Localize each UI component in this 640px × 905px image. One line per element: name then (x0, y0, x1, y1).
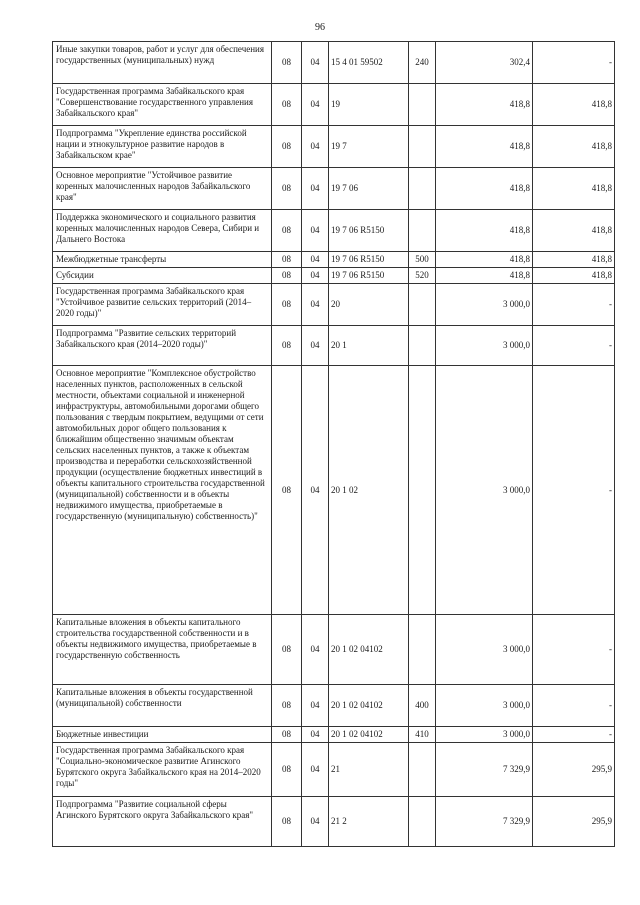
row-expense-type: 500 (409, 252, 436, 268)
row-section: 08 (272, 268, 302, 284)
row-name: Поддержка экономического и социального развития коренных малочисленных народов Севера, Сибири и Дальнего Востока (53, 210, 272, 252)
row-target-article: 20 1 02 04102 (329, 615, 409, 685)
table-row (53, 615, 615, 685)
row-section: 08 (272, 615, 302, 685)
row-amount-1: 418,8 (436, 84, 533, 126)
table-row (53, 84, 615, 126)
row-amount-1: 418,8 (436, 168, 533, 210)
row-name: Подпрограмма "Развитие сельских территорий Забайкальского края (2014–2020 годы)" (53, 326, 272, 366)
row-target-article: 15 4 01 59502 (329, 42, 409, 84)
row-amount-1: 3 000,0 (436, 284, 533, 326)
row-section: 08 (272, 126, 302, 168)
row-subsection: 04 (302, 685, 329, 727)
row-subsection: 04 (302, 252, 329, 268)
row-section: 08 (272, 685, 302, 727)
row-subsection: 04 (302, 727, 329, 743)
row-section: 08 (272, 366, 302, 615)
row-target-article: 20 1 (329, 326, 409, 366)
row-name: Подпрограмма "Развитие социальной сферы Агинского Бурятского округа Забайкальского края" (53, 797, 272, 847)
row-section: 08 (272, 252, 302, 268)
row-amount-1: 302,4 (436, 42, 533, 84)
budget-table (52, 41, 615, 847)
row-section: 08 (272, 727, 302, 743)
row-amount-2: 418,8 (533, 168, 615, 210)
table-row (53, 727, 615, 743)
row-subsection: 04 (302, 797, 329, 847)
row-amount-1: 7 329,9 (436, 797, 533, 847)
row-expense-type: 400 (409, 685, 436, 727)
row-section: 08 (272, 797, 302, 847)
row-amount-2: 418,8 (533, 84, 615, 126)
row-expense-type (409, 168, 436, 210)
table-row (53, 168, 615, 210)
row-target-article: 19 (329, 84, 409, 126)
row-expense-type: 520 (409, 268, 436, 284)
row-target-article: 20 1 02 04102 (329, 727, 409, 743)
row-amount-2: 295,9 (533, 743, 615, 797)
table-row (53, 284, 615, 326)
row-name: Иные закупки товаров, работ и услуг для обеспечения государственных (муниципальных) нужд (53, 42, 272, 84)
row-amount-2: - (533, 42, 615, 84)
row-amount-2: 418,8 (533, 268, 615, 284)
row-amount-2: 418,8 (533, 252, 615, 268)
row-section: 08 (272, 84, 302, 126)
row-name: Подпрограмма "Укрепление единства российской нации и этнокультурное развитие народов в Забайкальском крае" (53, 126, 272, 168)
row-target-article: 19 7 06 (329, 168, 409, 210)
row-amount-1: 418,8 (436, 126, 533, 168)
row-expense-type: 240 (409, 42, 436, 84)
row-section: 08 (272, 42, 302, 84)
row-amount-1: 3 000,0 (436, 685, 533, 727)
row-expense-type (409, 210, 436, 252)
row-section: 08 (272, 168, 302, 210)
row-subsection: 04 (302, 615, 329, 685)
row-name: Капитальные вложения в объекты капитального строительства государственной собственности и в объекты недвижимого имущества, приобретаемые в государственную собственность (53, 615, 272, 685)
row-target-article: 20 1 02 (329, 366, 409, 615)
row-expense-type (409, 615, 436, 685)
row-expense-type (409, 326, 436, 366)
row-section: 08 (272, 284, 302, 326)
row-subsection: 04 (302, 126, 329, 168)
row-target-article: 19 7 (329, 126, 409, 168)
row-amount-2: 418,8 (533, 210, 615, 252)
row-expense-type (409, 743, 436, 797)
row-expense-type: 410 (409, 727, 436, 743)
row-name: Бюджетные инвестиции (53, 727, 272, 743)
row-name: Государственная программа Забайкальского края "Социально-экономическое развитие Агинского Бурятского округа Забайкальского края на 2014–2020 годы" (53, 743, 272, 797)
row-subsection: 04 (302, 326, 329, 366)
row-target-article: 21 (329, 743, 409, 797)
table-row (53, 743, 615, 797)
row-amount-1: 7 329,9 (436, 743, 533, 797)
row-name: Государственная программа Забайкальского края "Совершенствование государственного управления Забайкальского края" (53, 84, 272, 126)
row-section: 08 (272, 210, 302, 252)
row-subsection: 04 (302, 210, 329, 252)
row-subsection: 04 (302, 284, 329, 326)
row-expense-type (409, 84, 436, 126)
table-row (53, 210, 615, 252)
row-subsection: 04 (302, 268, 329, 284)
table-row (53, 685, 615, 727)
row-target-article: 19 7 06 R5150 (329, 210, 409, 252)
row-amount-1: 3 000,0 (436, 326, 533, 366)
table-row (53, 326, 615, 366)
row-expense-type (409, 797, 436, 847)
row-subsection: 04 (302, 743, 329, 797)
table-row (53, 268, 615, 284)
table-row (53, 366, 615, 615)
row-amount-1: 3 000,0 (436, 366, 533, 615)
table-row (53, 252, 615, 268)
table-row (53, 797, 615, 847)
row-target-article: 20 (329, 284, 409, 326)
row-section: 08 (272, 326, 302, 366)
row-name: Капитальные вложения в объекты государственной (муниципальной) собственности (53, 685, 272, 727)
row-expense-type (409, 366, 436, 615)
row-amount-1: 3 000,0 (436, 727, 533, 743)
row-subsection: 04 (302, 168, 329, 210)
row-name: Субсидии (53, 268, 272, 284)
row-amount-2: - (533, 615, 615, 685)
row-target-article: 19 7 06 R5150 (329, 268, 409, 284)
table-row (53, 126, 615, 168)
row-expense-type (409, 126, 436, 168)
page-number: 96 (315, 22, 325, 33)
row-target-article: 20 1 02 04102 (329, 685, 409, 727)
row-section: 08 (272, 743, 302, 797)
row-amount-1: 418,8 (436, 210, 533, 252)
row-subsection: 04 (302, 84, 329, 126)
row-name: Межбюджетные трансферты (53, 252, 272, 268)
row-name: Основное мероприятие "Устойчивое развитие коренных малочисленных народов Забайкальского края" (53, 168, 272, 210)
row-amount-2: 418,8 (533, 126, 615, 168)
table-row (53, 42, 615, 84)
row-expense-type (409, 284, 436, 326)
row-amount-1: 418,8 (436, 268, 533, 284)
row-amount-2: - (533, 326, 615, 366)
row-amount-2: - (533, 284, 615, 326)
row-target-article: 21 2 (329, 797, 409, 847)
row-name: Государственная программа Забайкальского края "Устойчивое развитие сельских территорий (2014–2020 годы)" (53, 284, 272, 326)
row-subsection: 04 (302, 42, 329, 84)
row-amount-1: 418,8 (436, 252, 533, 268)
row-amount-2: 295,9 (533, 797, 615, 847)
row-subsection: 04 (302, 366, 329, 615)
row-amount-1: 3 000,0 (436, 615, 533, 685)
row-amount-2: - (533, 685, 615, 727)
row-target-article: 19 7 06 R5150 (329, 252, 409, 268)
row-amount-2: - (533, 366, 615, 615)
row-name: Основное мероприятие "Комплексное обустройство населенных пунктов, расположенных в сельской местности, объектами социальной и инженерной инфраструктуры, автомобильными дорогами общего пользования с твердым покрытием, ведущими от сети автомобильных дорог общего пользования к ближайшим общественно значимым объектам сельских населенных пунктов, а также к объектам производства и переработки сельскохозяйственной продукции (осуществление бюджетных инвестиций в объекты капитального строительства государственной (муниципальной) собственности и в объекты недвижимого имущества, приобретаемые в государственную (муниципальную) собственность)" (53, 366, 272, 615)
row-amount-2: - (533, 727, 615, 743)
